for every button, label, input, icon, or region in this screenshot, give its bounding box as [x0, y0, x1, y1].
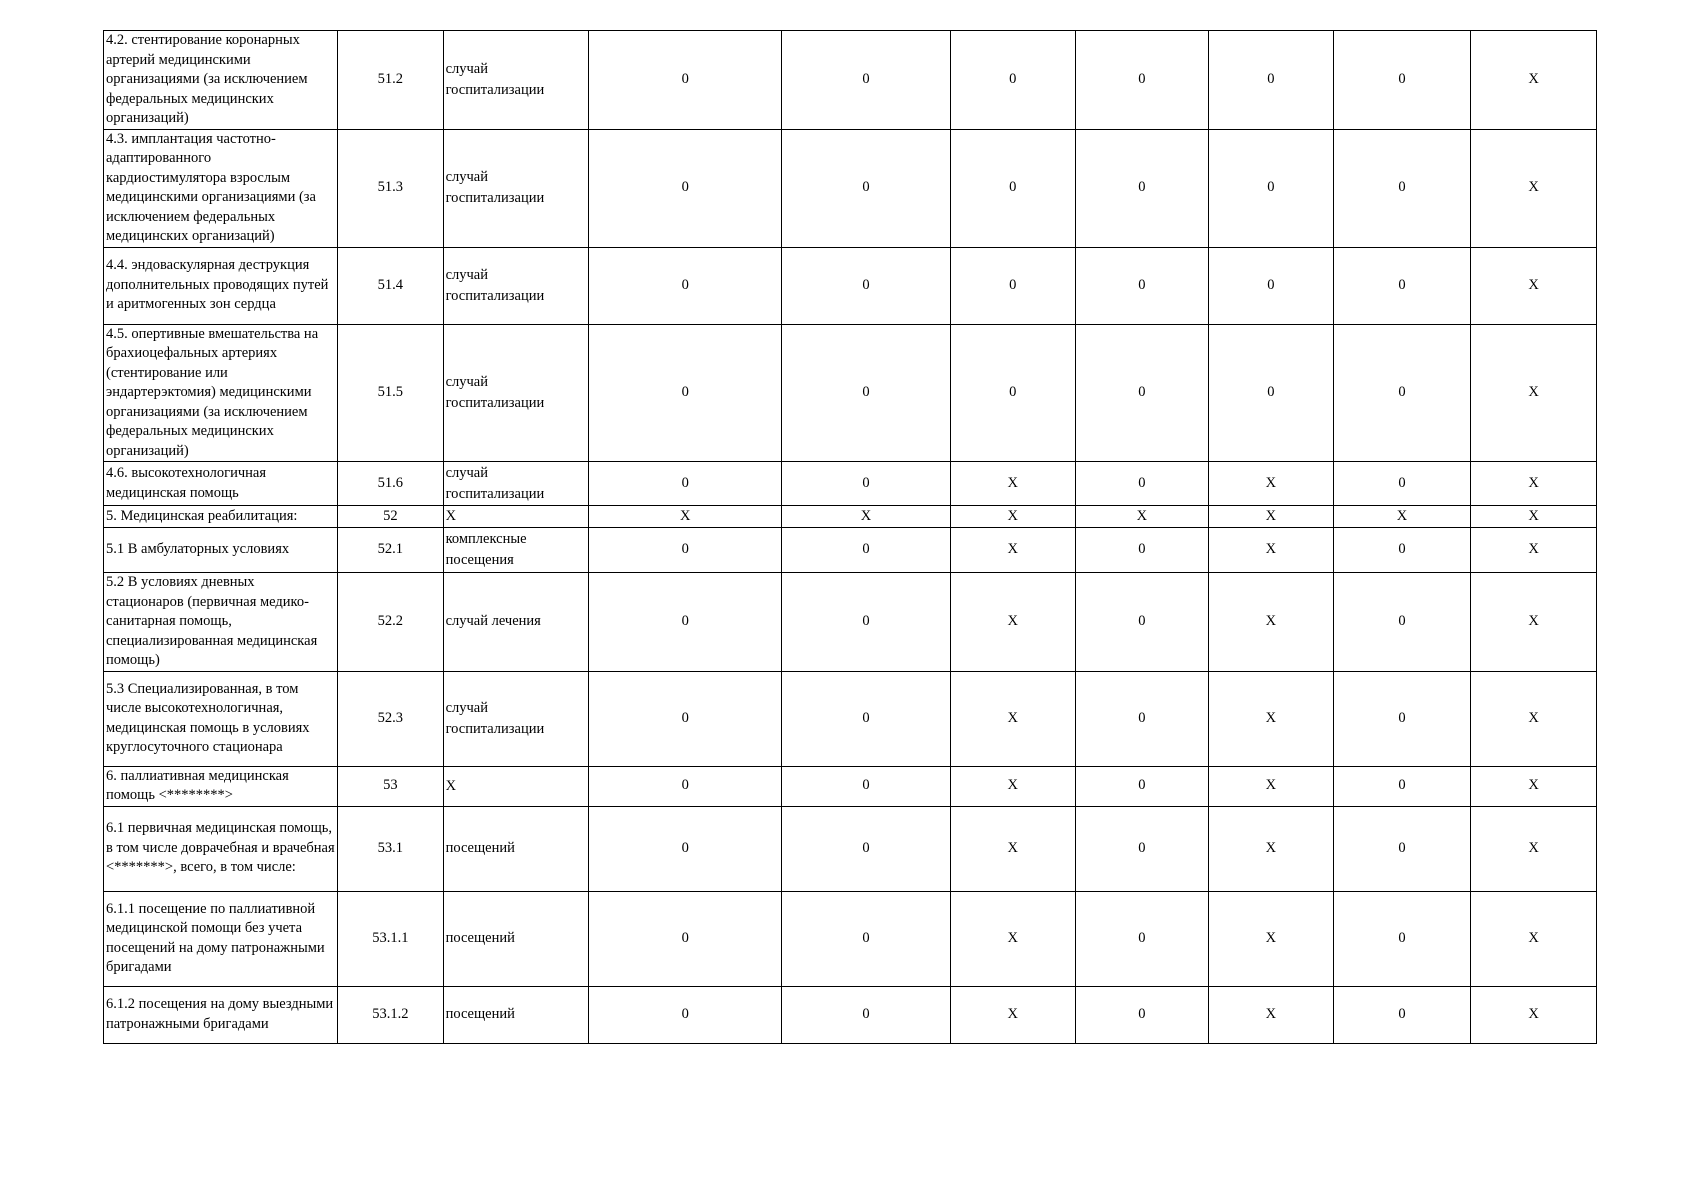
value-cell-col-5: 0 — [1209, 247, 1334, 324]
row-name-cell: 6.1 первичная медицинская помощь, в том числе доврачебная и врачебная <*******>, всего, в том числе: — [104, 806, 338, 891]
value-cell-col-7: X — [1471, 462, 1597, 506]
value-cell-col-3: X — [950, 528, 1075, 573]
table-row — [104, 129, 1597, 247]
row-name-cell: 6.1.1 посещение по паллиативной медицинской помощи без учета посещений на дому патронажными бригадами — [104, 891, 338, 986]
value-cell-col-7: X — [1471, 891, 1597, 986]
value-cell-col-6: 0 — [1333, 573, 1471, 672]
value-cell-col-5: X — [1209, 671, 1334, 766]
value-cell-col-2: 0 — [782, 891, 951, 986]
value-cell-col-3: X — [950, 573, 1075, 672]
table-row — [104, 573, 1597, 672]
value-cell-col-2: 0 — [782, 573, 951, 672]
row-name-cell: 4.6. высокотехнологичная медицинская помощь — [104, 462, 338, 506]
value-cell-col-6: 0 — [1333, 671, 1471, 766]
value-cell-col-6: 0 — [1333, 986, 1471, 1043]
value-cell-col-5: X — [1209, 891, 1334, 986]
value-cell-col-1: 0 — [589, 324, 782, 462]
value-cell-col-2: 0 — [782, 986, 951, 1043]
row-code-cell: 52.1 — [338, 528, 443, 573]
row-name-cell: 4.2. стентирование коронарных артерий медицинскими организациями (за исключением федеральных медицинских организаций) — [104, 31, 338, 130]
value-cell-col-6: 0 — [1333, 31, 1471, 130]
row-name-cell: 4.5. опертивные вмешательства на брахиоцефальных артериях (стентирование или эндартерэктомия) медицинскими организациями (за исключением федеральных медицинских организаций) — [104, 324, 338, 462]
value-cell-col-5: X — [1209, 528, 1334, 573]
row-code-cell: 51.3 — [338, 129, 443, 247]
table-row — [104, 462, 1597, 506]
value-cell-col-6: 0 — [1333, 766, 1471, 806]
value-cell-col-3: X — [950, 506, 1075, 528]
value-cell-col-2: 0 — [782, 671, 951, 766]
value-cell-col-5: X — [1209, 506, 1334, 528]
value-cell-col-2: 0 — [782, 528, 951, 573]
value-cell-col-1: 0 — [589, 806, 782, 891]
value-cell-col-5: X — [1209, 766, 1334, 806]
row-name-cell: 5.1 В амбулаторных условиях — [104, 528, 338, 573]
value-cell-col-2: 0 — [782, 31, 951, 130]
value-cell-col-7: X — [1471, 573, 1597, 672]
value-cell-col-4: 0 — [1075, 247, 1209, 324]
row-unit-cell: посещений — [443, 891, 589, 986]
value-cell-col-3: 0 — [950, 247, 1075, 324]
value-cell-col-3: X — [950, 671, 1075, 766]
table-row — [104, 766, 1597, 806]
row-code-cell: 51.5 — [338, 324, 443, 462]
value-cell-col-4: 0 — [1075, 129, 1209, 247]
row-name-cell: 4.3. имплантация частотно-адаптированного кардиостимулятора взрослым медицинскими организациями (за исключением федеральных медицинских организаций) — [104, 129, 338, 247]
value-cell-col-4: 0 — [1075, 462, 1209, 506]
value-cell-col-4: X — [1075, 506, 1209, 528]
row-code-cell: 52.3 — [338, 671, 443, 766]
row-unit-cell: случай госпитализации — [443, 671, 589, 766]
value-cell-col-1: 0 — [589, 129, 782, 247]
value-cell-col-4: 0 — [1075, 31, 1209, 130]
value-cell-col-7: X — [1471, 986, 1597, 1043]
value-cell-col-5: X — [1209, 986, 1334, 1043]
value-cell-col-5: X — [1209, 462, 1334, 506]
row-name-cell: 5.3 Специализированная, в том числе высокотехнологичная, медицинская помощь в условиях круглосуточного стационара — [104, 671, 338, 766]
table-row — [104, 671, 1597, 766]
table-row — [104, 891, 1597, 986]
table-row — [104, 324, 1597, 462]
row-name-cell: 6.1.2 посещения на дому выездными патронажными бригадами — [104, 986, 338, 1043]
value-cell-col-1: X — [589, 506, 782, 528]
value-cell-col-5: 0 — [1209, 324, 1334, 462]
value-cell-col-4: 0 — [1075, 324, 1209, 462]
value-cell-col-2: 0 — [782, 766, 951, 806]
table-row — [104, 506, 1597, 528]
value-cell-col-6: 0 — [1333, 806, 1471, 891]
row-code-cell: 51.2 — [338, 31, 443, 130]
value-cell-col-2: 0 — [782, 247, 951, 324]
value-cell-col-7: X — [1471, 806, 1597, 891]
row-unit-cell: посещений — [443, 986, 589, 1043]
row-unit-cell: комплексные посещения — [443, 528, 589, 573]
value-cell-col-6: 0 — [1333, 129, 1471, 247]
value-cell-col-3: X — [950, 986, 1075, 1043]
value-cell-col-5: X — [1209, 573, 1334, 672]
row-code-cell: 53 — [338, 766, 443, 806]
value-cell-col-7: X — [1471, 324, 1597, 462]
value-cell-col-5: 0 — [1209, 31, 1334, 130]
value-cell-col-1: 0 — [589, 573, 782, 672]
table-row — [104, 986, 1597, 1043]
value-cell-col-7: X — [1471, 766, 1597, 806]
row-code-cell: 51.4 — [338, 247, 443, 324]
value-cell-col-1: 0 — [589, 766, 782, 806]
row-name-cell: 5.2 В условиях дневных стационаров (первичная медико-санитарная помощь, специализированная медицинская помощь) — [104, 573, 338, 672]
row-unit-cell: случай лечения — [443, 573, 589, 672]
value-cell-col-4: 0 — [1075, 891, 1209, 986]
value-cell-col-3: X — [950, 766, 1075, 806]
row-code-cell: 52.2 — [338, 573, 443, 672]
row-name-cell: 6. паллиативная медицинская помощь <********> — [104, 766, 338, 806]
value-cell-col-1: 0 — [589, 986, 782, 1043]
value-cell-col-4: 0 — [1075, 986, 1209, 1043]
row-name-cell: 5. Медицинская реабилитация: — [104, 506, 338, 528]
value-cell-col-5: 0 — [1209, 129, 1334, 247]
value-cell-col-1: 0 — [589, 891, 782, 986]
row-unit-cell: посещений — [443, 806, 589, 891]
value-cell-col-3: 0 — [950, 129, 1075, 247]
row-unit-cell: случай госпитализации — [443, 247, 589, 324]
value-cell-col-2: 0 — [782, 462, 951, 506]
row-code-cell: 53.1.1 — [338, 891, 443, 986]
value-cell-col-5: X — [1209, 806, 1334, 891]
value-cell-col-1: 0 — [589, 247, 782, 324]
value-cell-col-6: 0 — [1333, 462, 1471, 506]
value-cell-col-7: X — [1471, 129, 1597, 247]
row-code-cell: 53.1.2 — [338, 986, 443, 1043]
value-cell-col-3: 0 — [950, 324, 1075, 462]
value-cell-col-3: X — [950, 462, 1075, 506]
row-unit-cell: случай госпитализации — [443, 31, 589, 130]
value-cell-col-2: X — [782, 506, 951, 528]
value-cell-col-4: 0 — [1075, 528, 1209, 573]
value-cell-col-3: X — [950, 806, 1075, 891]
value-cell-col-3: X — [950, 891, 1075, 986]
value-cell-col-4: 0 — [1075, 766, 1209, 806]
value-cell-col-6: X — [1333, 506, 1471, 528]
row-code-cell: 52 — [338, 506, 443, 528]
value-cell-col-3: 0 — [950, 31, 1075, 130]
value-cell-col-1: 0 — [589, 31, 782, 130]
value-cell-col-7: X — [1471, 247, 1597, 324]
value-cell-col-7: X — [1471, 506, 1597, 528]
row-name-cell: 4.4. эндоваскулярная деструкция дополнительных проводящих путей и аритмогенных зон сердца — [104, 247, 338, 324]
table-row — [104, 806, 1597, 891]
table-row — [104, 528, 1597, 573]
value-cell-col-6: 0 — [1333, 528, 1471, 573]
value-cell-col-1: 0 — [589, 671, 782, 766]
table-row — [104, 247, 1597, 324]
table-row — [104, 31, 1597, 130]
value-cell-col-6: 0 — [1333, 324, 1471, 462]
value-cell-col-1: 0 — [589, 528, 782, 573]
value-cell-col-6: 0 — [1333, 247, 1471, 324]
value-cell-col-7: X — [1471, 528, 1597, 573]
row-unit-cell: случай госпитализации — [443, 324, 589, 462]
row-unit-cell: случай госпитализации — [443, 129, 589, 247]
value-cell-col-7: X — [1471, 671, 1597, 766]
value-cell-col-6: 0 — [1333, 891, 1471, 986]
row-unit-cell: случай госпитализации — [443, 462, 589, 506]
table-body — [104, 31, 1597, 1044]
value-cell-col-1: 0 — [589, 462, 782, 506]
value-cell-col-2: 0 — [782, 324, 951, 462]
value-cell-col-4: 0 — [1075, 806, 1209, 891]
value-cell-col-2: 0 — [782, 129, 951, 247]
row-code-cell: 51.6 — [338, 462, 443, 506]
data-table — [103, 30, 1597, 1044]
value-cell-col-2: 0 — [782, 806, 951, 891]
value-cell-col-4: 0 — [1075, 573, 1209, 672]
row-unit-cell: X — [443, 506, 589, 528]
value-cell-col-7: X — [1471, 31, 1597, 130]
row-code-cell: 53.1 — [338, 806, 443, 891]
row-unit-cell: X — [443, 766, 589, 806]
value-cell-col-4: 0 — [1075, 671, 1209, 766]
